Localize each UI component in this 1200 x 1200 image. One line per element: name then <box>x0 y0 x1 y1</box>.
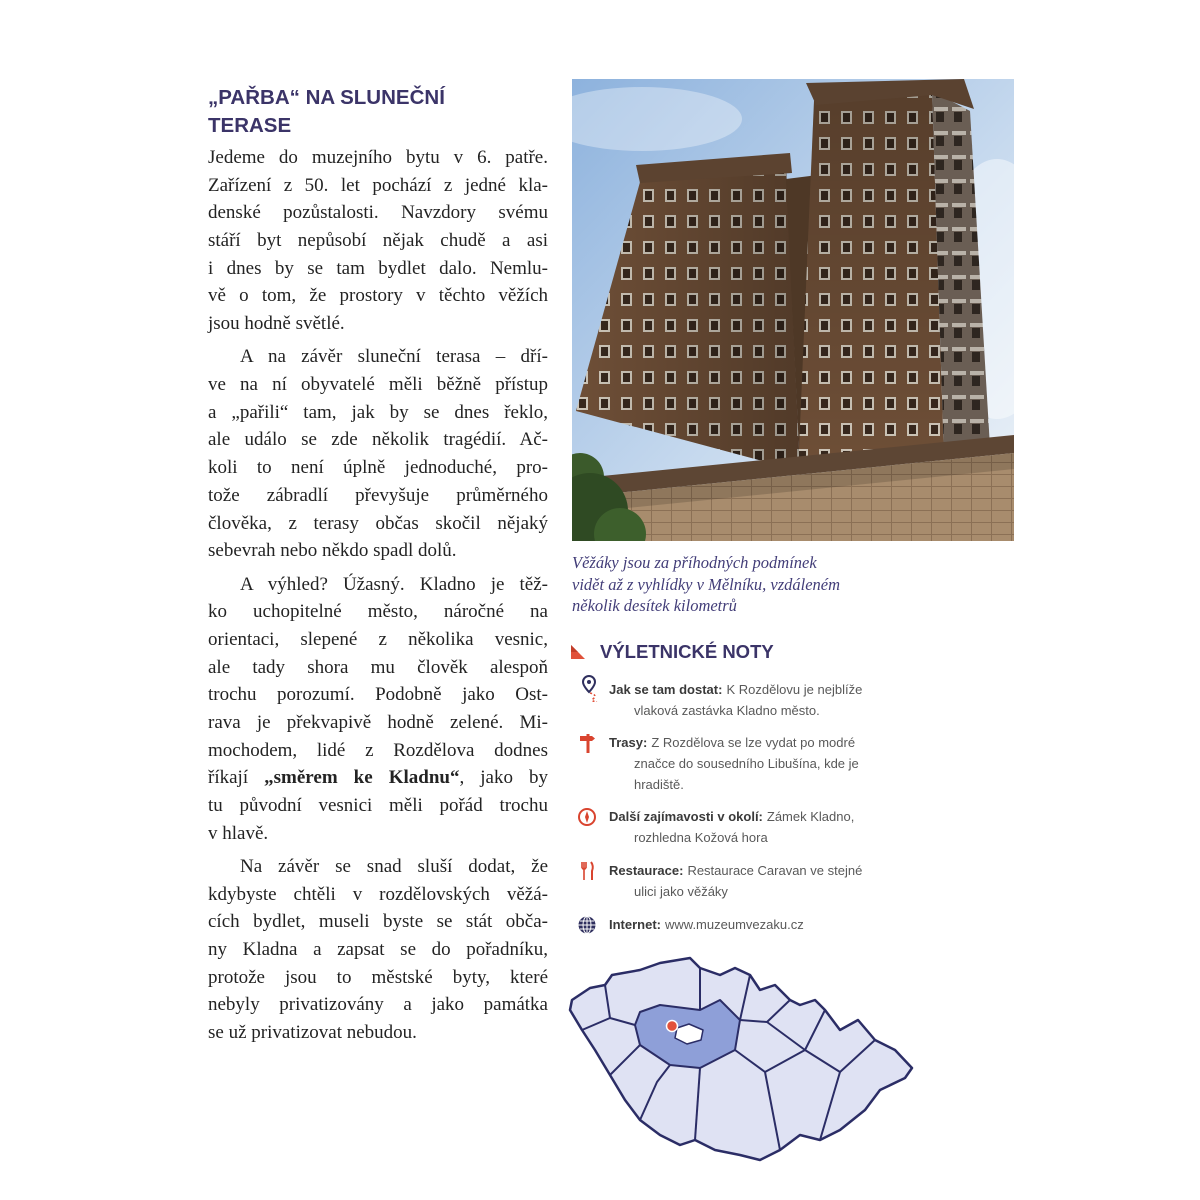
text-line: sebevrah nebo někdo spadl dolů. <box>208 540 457 562</box>
tip-routes <box>609 732 929 795</box>
tip-line: vlaková zastávka Kladno město. <box>634 703 820 718</box>
article-headline <box>208 84 548 140</box>
tip-label: Jak se tam dostat: <box>609 682 723 697</box>
tip-line <box>609 860 929 881</box>
paragraph <box>208 144 548 338</box>
text-line: i dnes by se tam bydlet dalo. Nemlu- <box>208 257 548 279</box>
text-line: se už privatizovat nebudou. <box>208 1022 417 1044</box>
tips-title: VÝLETNICKÉ NOTY <box>600 641 774 662</box>
text-line: tože zábradlí převyšuje průměrného <box>208 484 548 506</box>
text-line: kdybyste chtěli v rozdělovských věžá- <box>208 883 548 905</box>
tower-photo <box>572 79 1014 541</box>
text-line: a „pařili“ tam, jak by se dnes řeklo, <box>208 401 548 423</box>
caption-line: Věžáky jsou za příhodných podmínek <box>572 553 817 572</box>
paragraph <box>208 343 548 565</box>
country-outline <box>570 958 912 1160</box>
text-line: mochodem, lidé z Rozdělova dodnes <box>208 739 548 761</box>
text-line: stáří byt nepůsobí nějak chudě a asi <box>208 230 548 252</box>
tip-label: Trasy: <box>609 735 648 750</box>
article-body <box>208 144 548 1047</box>
text-line: ale událo se zde několik tragédií. Ač- <box>208 429 548 451</box>
text-span: říkají <box>208 767 265 789</box>
tip-line: rozhledna Kožová hora <box>634 830 768 845</box>
text-line: ale tady shora mu člověk alespoň <box>208 656 548 678</box>
text-line: Zařízení z 50. let pochází z jedné kla- <box>208 174 548 196</box>
tip-value: K Rozdělovu je nejblíže <box>726 682 863 697</box>
text-line: vě o tom, že prostory v těchto věžích <box>208 285 548 307</box>
map-pin-icon <box>578 674 600 696</box>
tip-restaurants <box>609 860 929 902</box>
tip-internet <box>609 914 929 935</box>
tip-line <box>609 914 929 935</box>
text-line <box>208 764 548 792</box>
text-line: A na závěr sluneční terasa – dří- <box>240 346 548 368</box>
tip-label: Internet: <box>609 917 661 932</box>
text-line: Na závěr se snad sluší dodat, že <box>240 855 548 877</box>
compass-icon <box>576 806 598 828</box>
fork-knife-icon <box>576 860 598 882</box>
text-line: člověka, z terasy občas skočil nějaký <box>208 512 548 534</box>
tip-line: značce do sousedního Libušína, kde je <box>634 756 859 771</box>
tip-value: www.muzeumvezaku.cz <box>665 917 804 932</box>
text-line: nebyly privatizovány a jako památka <box>208 994 548 1016</box>
paragraph <box>208 853 548 1047</box>
photo-caption <box>572 552 1012 617</box>
text-line: ny Kladna a zapsat se do pořadníku, <box>208 939 548 961</box>
text-line: orientaci, slepené z několika vesnic, <box>208 628 548 650</box>
text-line: cích bydlet, museli byste se stát obča- <box>208 911 548 933</box>
emphasis-text: „směrem ke Kladnu“ <box>264 767 460 789</box>
tip-value: Zámek Kladno, <box>766 809 855 824</box>
headline-line: „PAŘBA“ NA SLUNEČNÍ <box>208 86 445 109</box>
tip-value: Z Rozdělova se lze vydat po modré <box>651 735 856 750</box>
text-line: denské pozůstalosti. Navzdory svému <box>208 202 548 224</box>
right-tower <box>798 79 990 473</box>
text-line: tu původní vesnici měli pořád trochu <box>208 795 548 816</box>
text-line: koli to není úplně jednoduché, pro- <box>208 457 548 479</box>
tip-line: ulici jako věžáky <box>634 884 728 899</box>
tip-getting-there <box>609 679 929 721</box>
tip-value: Restaurace Caravan ve stejné <box>687 863 863 878</box>
text-line: ko uchopitelné město, náročné na <box>208 601 548 623</box>
text-line: rava je překvapivě hodně zelené. Mi- <box>208 711 548 733</box>
article <box>208 84 548 1047</box>
tip-line: hradiště. <box>634 777 684 792</box>
text-line: Jedeme do muzejního bytu v 6. patře. <box>208 147 548 168</box>
tip-line <box>609 679 929 700</box>
globe-icon <box>576 914 598 936</box>
corner-triangle-icon <box>571 644 586 660</box>
text-line: ve na ní obyvatelé měli běžně přístup <box>208 374 548 396</box>
caption-line: vidět až z vyhlídky v Mělníku, vzdáleném <box>572 574 841 594</box>
tip-attractions <box>609 806 929 848</box>
location-marker <box>667 1021 678 1032</box>
tip-label: Restaurace: <box>609 863 684 878</box>
tip-label: Další zajímavosti v okolí: <box>609 809 763 824</box>
headline-line: TERASE <box>208 114 292 137</box>
tip-line <box>609 732 929 753</box>
text-span: , jako by <box>459 767 548 789</box>
signpost-icon <box>577 732 599 754</box>
text-line: protože jsou to městské byty, které <box>208 966 548 988</box>
czech-map <box>565 950 915 1165</box>
text-line: A výhled? Úžasný. Kladno je těž- <box>240 573 548 595</box>
paragraph <box>208 571 548 848</box>
text-line: v hlavě. <box>208 822 269 844</box>
tip-line <box>609 806 929 827</box>
text-line: trochu porozumí. Podobně jako Ost- <box>208 684 548 706</box>
caption-line: několik desítek kilometrů <box>572 596 737 615</box>
text-line: jsou hodně světlé. <box>208 313 345 335</box>
